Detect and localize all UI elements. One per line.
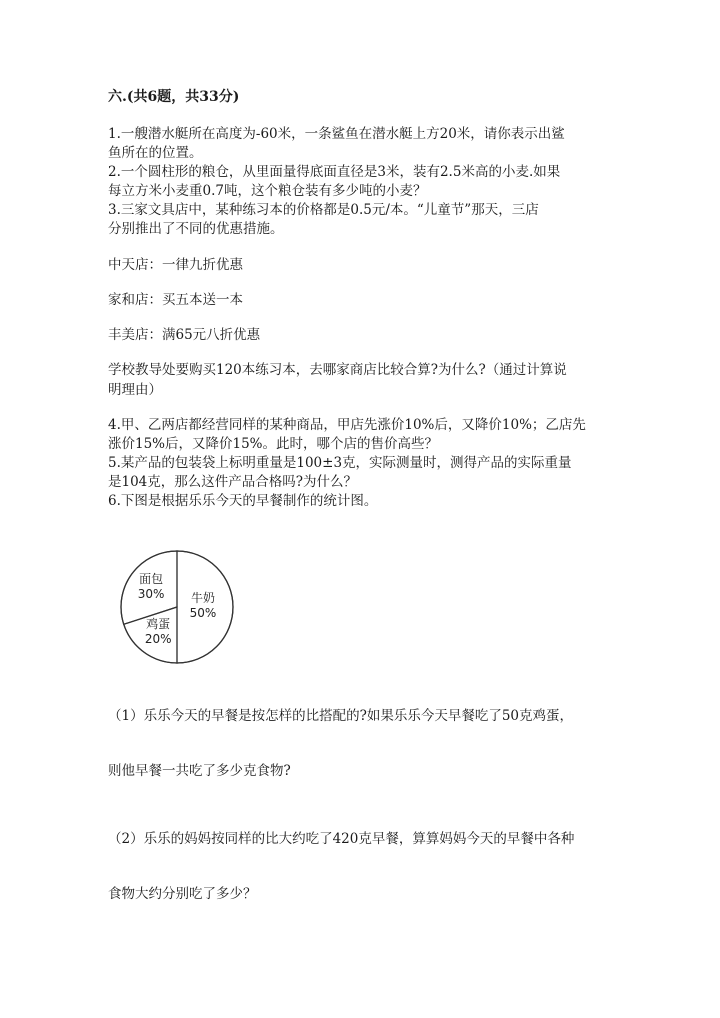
pie-slice-name: 面包	[139, 572, 164, 587]
text-line: 3.三家文具店中，某种练习本的价格都是0.5元/本。“儿童节”那天，三店	[108, 202, 539, 218]
text-line: 食物大约分别吃了多少？	[108, 886, 257, 902]
text-line: 则他早餐一共吃了多少克食物?	[108, 763, 291, 779]
text-line: 6.下图是根据乐乐今天的早餐制作的统计图。	[108, 493, 378, 509]
text-line: 鱼所在的位置。	[108, 145, 203, 161]
section-heading: 六.(共6题，共33分)	[108, 89, 240, 105]
pie-slice-percent: 20%	[144, 631, 172, 646]
pie-slice-name: 鸡蛋	[146, 616, 171, 631]
pie-slice-name: 牛奶	[190, 591, 216, 605]
text-line: 丰美店：满65元八折优惠	[108, 327, 261, 343]
text-line: 学校教导处要购买120本练习本，去哪家商店比较合算?为什么?（通过计算说	[108, 362, 567, 378]
text-line: 涨价15%后，又降价15%。此时，哪个店的售价高些？	[108, 436, 439, 452]
text-line: 分别推出了不同的优惠措施。	[108, 221, 284, 237]
text-line: （1）乐乐今天的早餐是按怎样的比搭配的?如果乐乐今天早餐吃了50克鸡蛋，	[108, 708, 574, 724]
text-line: 4.甲、乙两店都经营同样的某种商品，甲店先涨价10%后，又降价10%；乙店先	[108, 417, 586, 433]
text-line: 中天店：一律九折优惠	[108, 257, 243, 273]
breakfast-pie-chart	[115, 545, 245, 675]
text-line: 2.一个圆柱形的粮仓，从里面量得底面直径是3米，装有2.5米高的小麦.如果	[108, 164, 561, 180]
pie-slice-percent: 50%	[189, 606, 217, 620]
text-line: （2）乐乐的妈妈按同样的比大约吃了420克早餐，算算妈妈今天的早餐中各种	[108, 831, 575, 847]
text-line: 是104克，那么这件产品合格吗?为什么？	[108, 474, 358, 490]
text-line: 家和店：买五本送一本	[108, 292, 243, 308]
text-line: 明理由）	[108, 382, 162, 398]
pie-slice-percent: 30%	[137, 587, 165, 602]
text-line: 1.一艘潜水艇所在高度为-60米，一条鲨鱼在潜水艇上方20米，请你表示出鲨	[108, 126, 565, 142]
text-line: 5.某产品的包装袋上标明重量是100±3克，实际测量时，测得产品的实际重量	[108, 455, 572, 471]
text-line: 每立方米小麦重0.7吨，这个粮仓装有多少吨的小麦？	[108, 183, 427, 199]
